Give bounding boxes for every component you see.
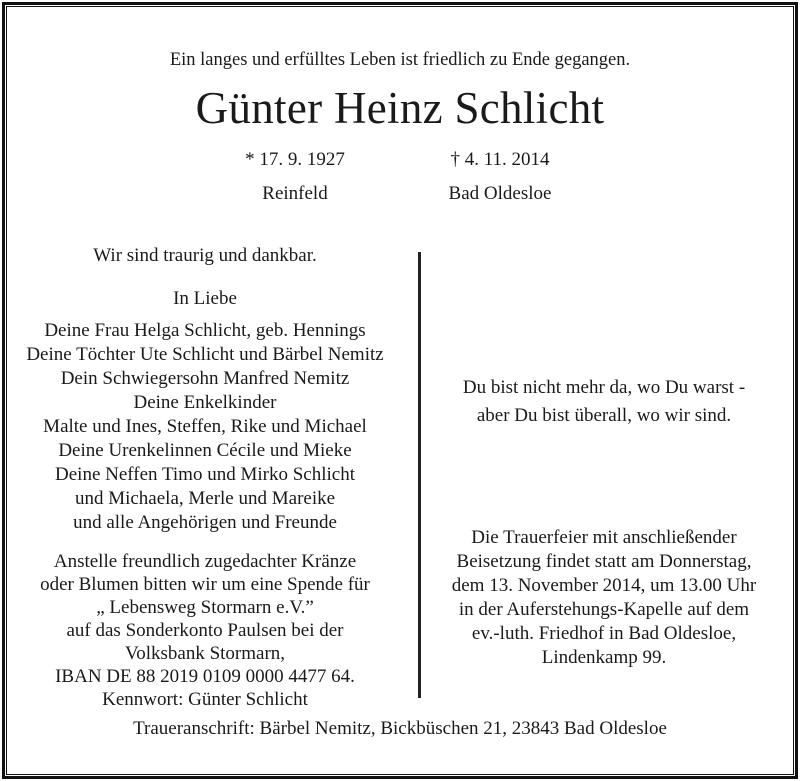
funeral-line: Lindenkamp 99. [541, 647, 667, 668]
quote [425, 377, 783, 437]
family-line: Deine Frau Helga Schlicht, geb. Hennings [44, 320, 366, 341]
family-line: Deine Neffen Timo und Mirko Schlicht [55, 464, 355, 485]
family-line: Deine Enkelkinder [133, 392, 277, 413]
birth-date: * 17. 9. 1927 [245, 149, 345, 170]
quote-line: aber Du bist überall, wo wir sind. [476, 405, 732, 426]
intro-text: Ein langes und erfülltes Leben ist friedlich zu Ende gegangen. [169, 50, 631, 70]
family-line: und alle Angehörigen und Freunde [73, 512, 337, 533]
funeral-line: Beisetzung findet statt am Donnerstag, [456, 551, 752, 572]
family-line: Dein Schwiegersohn Manfred Nemitz [60, 368, 350, 389]
family-line: Malte und Ines, Steffen, Rike und Michael [43, 416, 367, 437]
death-date: † 4. 11. 2014 [450, 149, 550, 170]
death-place: Bad Oldesloe [448, 183, 552, 204]
birth-place: Reinfeld [262, 183, 328, 204]
family-line: und Michaela, Merle und Mareike [74, 488, 336, 509]
mourning-address: Traueranschrift: Bärbel Nemitz, Bickbüschen 21, 23843 Bad Oldesloe [133, 718, 667, 739]
funeral-info [425, 527, 783, 667]
donation-line: Kennwort: Günter Schlicht [102, 689, 308, 710]
family-line: Deine Töchter Ute Schlicht und Bärbel Nemitz [26, 344, 384, 365]
quote-line: Du bist nicht mehr da, wo Du warst - [462, 377, 746, 398]
donation-line: Volksbank Stormarn, [124, 643, 286, 664]
in-love: In Liebe [173, 288, 237, 309]
family-line: Deine Urenkelinnen Cécile und Mieke [58, 440, 352, 461]
deceased-name: Günter Heinz Schlicht [195, 83, 605, 133]
funeral-line: dem 13. November 2014, um 13.00 Uhr [451, 575, 757, 596]
donation-line: „ Lebensweg Stormarn e.V.” [96, 597, 314, 618]
donation-line: oder Blumen bitten wir um eine Spende für [40, 574, 370, 595]
sad-and-grateful: Wir sind traurig und dankbar. [93, 245, 317, 266]
funeral-line: Die Trauerfeier mit anschließender [471, 527, 737, 548]
column-divider [418, 252, 421, 698]
donation-line: Anstelle freundlich zugedachter Kränze [53, 551, 357, 572]
funeral-line: ev.-luth. Friedhof in Bad Oldesloe, [471, 623, 737, 644]
donation-request [0, 551, 410, 716]
donation-line: IBAN DE 88 2019 0109 0000 4477 64. [55, 666, 355, 687]
funeral-line: in der Auferstehungs-Kapelle auf dem [458, 599, 750, 620]
donation-line: auf das Sonderkonto Paulsen bei der [66, 620, 344, 641]
family-list [0, 320, 410, 540]
